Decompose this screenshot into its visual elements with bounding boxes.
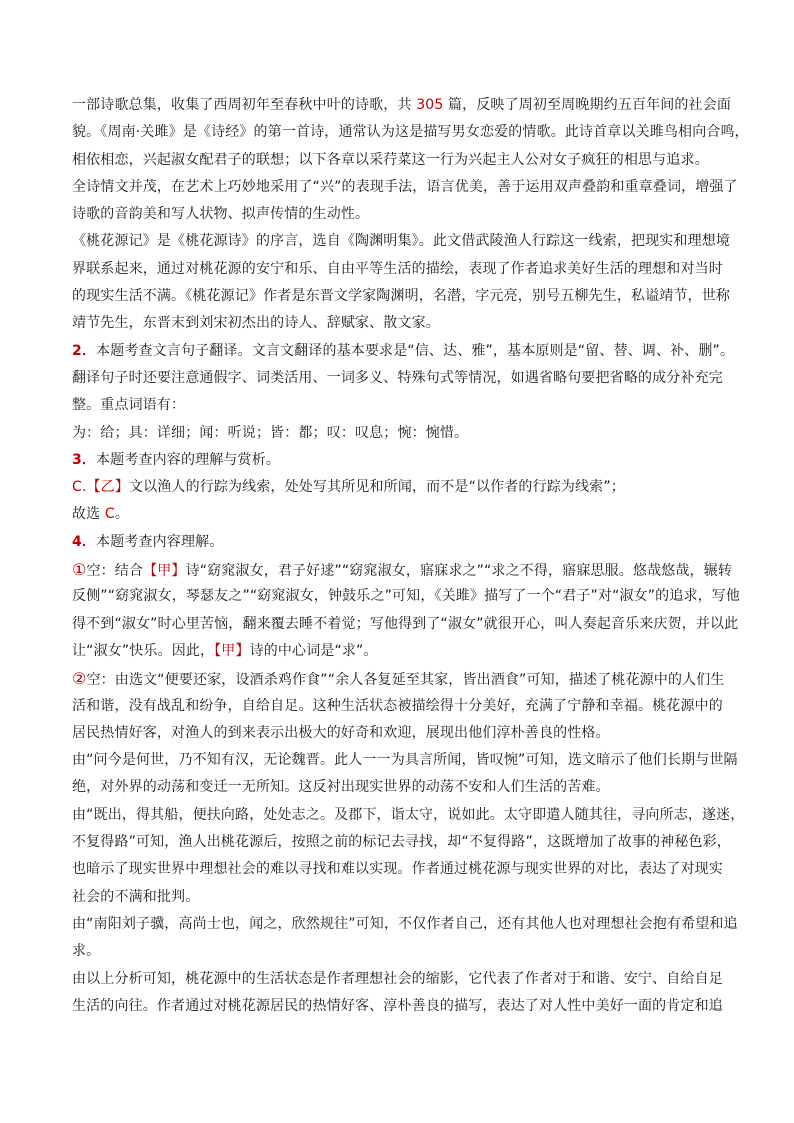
text-line bbox=[72, 966, 724, 993]
text-segment: 让“淑女”快乐。因此， bbox=[72, 642, 215, 659]
text-line bbox=[72, 501, 724, 528]
highlighted-text: C bbox=[104, 506, 115, 523]
text-segment: 由“南阳刘子骥，高尚士也，闻之，欣然规往”可知，不仅作者自己，还有其他人也对理想社会抱有希望和追 bbox=[72, 915, 738, 932]
highlighted-text: ① bbox=[72, 560, 87, 580]
text-segment: 反侧”“窈窕淑女，琴瑟友之”“窈窕淑女，钟鼓乐之”可知，《关雎》描写了一个“君子”对“淑女”的追求，写他 bbox=[72, 588, 741, 605]
text-line bbox=[72, 911, 738, 938]
highlighted-text: 4． bbox=[72, 533, 97, 550]
text-segment: 篇，反映了周初至周晚期约五百年间的社会面 bbox=[443, 97, 731, 113]
text-segment: 靖节先生，东晋末到刘宋初杰出的诗人、辞赋家、散文家。 bbox=[72, 315, 440, 332]
highlighted-text: 【甲】 bbox=[143, 563, 186, 580]
text-segment: 相依相恋，兴起淑女配君子的联想；以下各章以采荇菜这一行为兴起主人公对女子疯狂的相思与追求。 bbox=[72, 151, 709, 168]
text-segment: 求。 bbox=[72, 943, 101, 960]
text-line bbox=[72, 774, 724, 801]
highlighted-text: 3． bbox=[72, 451, 97, 468]
text-segment: 本题考查内容理解。 bbox=[96, 533, 224, 550]
text-line bbox=[72, 993, 724, 1020]
highlighted-text: 【甲】 bbox=[214, 642, 250, 659]
text-segment: 貌。《周南·关雎》是《诗经》的第一首诗，通常认为这是描写男女恋爱的情歌。此诗首章以关雎鸟相向合鸣， bbox=[72, 124, 749, 141]
text-segment: 诗“窈窕淑女，君子好逑”“窈窕淑女，寤寐求之”“求之不得，寤寐思服。悠哉悠哉，辗转 bbox=[185, 563, 732, 580]
text-segment: 由“既出，得其船，便扶向路，处处志之。及郡下，诣太守，说如此。太守即遣人随其往，寻向所志，遂迷， bbox=[72, 806, 745, 823]
highlighted-text: 2． bbox=[72, 342, 97, 359]
answer-explanation-body bbox=[72, 92, 749, 1020]
text-line bbox=[72, 310, 724, 337]
text-segment: 故选 bbox=[72, 506, 105, 523]
text-line bbox=[72, 720, 724, 747]
text-line bbox=[72, 611, 739, 638]
text-segment: 整。重点词语有： bbox=[72, 397, 186, 414]
text-line bbox=[72, 829, 731, 856]
text-segment: 为：给；具：详细；闻：听说；皆：都；叹：叹息；惋：惋惜。 bbox=[72, 424, 469, 441]
text-line bbox=[72, 583, 741, 610]
text-segment: 也暗示了现实世界中理想社会的难以寻找和难以实现。作者通过桃花源与现实世界的对比，表达了对现实 bbox=[72, 861, 723, 878]
text-line bbox=[72, 447, 724, 474]
text-segment: 空：结合 bbox=[86, 563, 144, 580]
text-line bbox=[72, 283, 731, 310]
text-line bbox=[72, 365, 724, 392]
text-segment: 全诗情文并茂，在艺术上巧妙地采用了“兴”的表现手法，语言优美，善于运用双声叠韵和重章叠词，增强了 bbox=[72, 178, 738, 195]
text-segment: 活和谐，没有战乱和纷争，自给自足。这种生活状态被描绘得十分美好，充满了宁静和幸福。桃花源中的 bbox=[72, 697, 723, 714]
text-segment: 诗的中心词是“求”。 bbox=[249, 642, 378, 659]
text-segment: 由以上分析可知，桃花源中的生活状态是作者理想社会的缩影，它代表了作者对于和谐、安宁、自给自足 bbox=[72, 970, 723, 987]
text-segment: 本题考查文言句子翻译。文言文翻译的基本要求是“信、达、雅”，基本原则是“留、替、调、补、删”。 bbox=[96, 342, 735, 359]
text-line bbox=[72, 938, 724, 965]
text-segment: 社会的不满和批判。 bbox=[72, 888, 200, 905]
text-segment: 绝，对外界的动荡和变迁一无所知。这反衬出现实世界的动荡不安和人们生活的苦难。 bbox=[72, 779, 610, 796]
text-segment: 生活的向往。作者通过对桃花源居民的热情好客、淳朴善良的描写，表达了对人性中美好一面的肯定和追 bbox=[72, 997, 723, 1014]
text-segment: 的现实生活不满。《桃花源记》作者是东晋文学家陶渊明，名潜，字元亮，别号五柳先生，私谥靖节，世称 bbox=[72, 288, 731, 305]
text-segment: 空：由选文“便要还家，设酒杀鸡作食”“余人各复延至其家，皆出酒食”可知，描述了桃花源中的人们生 bbox=[86, 672, 725, 689]
text-line bbox=[72, 174, 738, 201]
text-line bbox=[72, 92, 731, 119]
text-line bbox=[72, 529, 724, 556]
text-line bbox=[72, 256, 724, 283]
highlighted-text: 305 bbox=[416, 97, 444, 113]
text-segment: 本题考查内容的理解与赏析。 bbox=[96, 451, 280, 468]
highlighted-text: ② bbox=[72, 669, 87, 689]
text-segment: 《桃花源记》是《桃花源诗》的序言，选自《陶渊明集》。此文借武陵渔人行踪这一线索，把现实和理想境 bbox=[72, 233, 731, 250]
text-segment: 得不到“淑女”时心里苦恼，翻来覆去睡不着觉；写他得到了“淑女”就很开心，叫人奏起音乐来庆贺，并以此 bbox=[72, 615, 739, 632]
text-line bbox=[72, 638, 724, 665]
text-line bbox=[72, 556, 732, 583]
text-line bbox=[72, 147, 724, 174]
text-line bbox=[72, 119, 749, 146]
text-line bbox=[72, 747, 738, 774]
text-line bbox=[72, 474, 724, 501]
text-line bbox=[72, 856, 724, 883]
text-line bbox=[72, 201, 724, 228]
text-line bbox=[72, 884, 724, 911]
text-segment: 由“问今是何世，乃不知有汉，无论魏晋。此人一一为具言所闻，皆叹惋”可知，选文暗示了他们长期与世隔 bbox=[72, 752, 738, 769]
text-segment: 一部诗歌总集，收集了西周初年至春秋中叶的诗歌，共 bbox=[72, 97, 417, 113]
text-line bbox=[72, 693, 724, 720]
text-line bbox=[72, 228, 731, 255]
text-line bbox=[72, 420, 724, 447]
text-segment: 居民热情好客，对渔人的到来表示出极大的好奇和欢迎，展现出他们淳朴善良的性格。 bbox=[72, 724, 610, 741]
text-segment: 文以渔人的行踪为线索，处处写其所见和所闻，而不是“以作者的行踪为线索”； bbox=[128, 479, 625, 496]
highlighted-text: C.【乙】 bbox=[72, 479, 129, 496]
text-line bbox=[72, 665, 724, 692]
text-segment: 不复得路”可知，渔人出桃花源后，按照之前的标记去寻找，却“不复得路”，这既增加了故事的神秘色彩， bbox=[72, 834, 731, 851]
text-segment: 界联系起来，通过对桃花源的安宁和乐、自由平等生活的描绘，表现了作者追求美好生活的理想和对当时 bbox=[72, 260, 723, 277]
text-line bbox=[72, 392, 724, 419]
text-segment: 翻译句子时还要注意通假字、词类活用、一词多义、特殊句式等情况，如遇省略句要把省略的成分补充完 bbox=[72, 369, 723, 386]
text-line bbox=[72, 338, 735, 365]
text-segment: 诗歌的音韵美和写人状物、拟声传情的生动性。 bbox=[72, 206, 370, 223]
text-segment: 。 bbox=[114, 506, 129, 523]
text-line bbox=[72, 802, 745, 829]
